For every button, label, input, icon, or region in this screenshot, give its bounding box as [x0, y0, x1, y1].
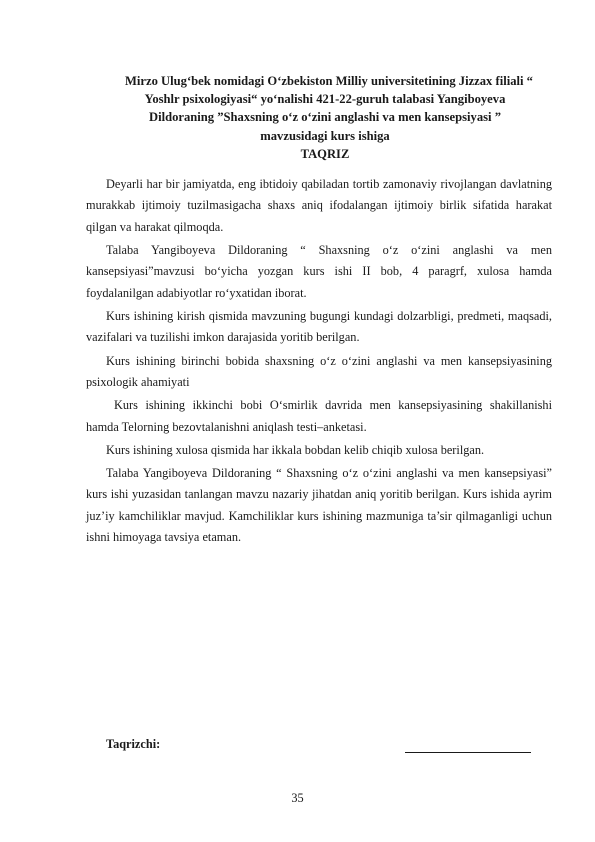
signature-line: [405, 752, 531, 753]
paragraph-introduction-part: Kurs ishining kirish qismida mavzuning bugungi kundagi dolzarbligi, predmeti, maqsadi, vazifalari va tuzilishi imkon darajasida yoritib berilgan.: [86, 309, 552, 345]
heading-line-institution: Mirzo Ulug‘bek nomidagi O‘zbekiston Milliy universitetining Jizzax filiali “: [125, 74, 533, 88]
paragraph-conclusion-part: Kurs ishining xulosa qismida har ikkala bobdan kelib chiqib xulosa berilgan.: [106, 442, 485, 457]
heading-line-topic: Dildoraning ”Shaxsning o‘z o‘zini anglashi va men kansepsiyasi ”: [148, 110, 501, 125]
heading-line-title: TAQRIZ: [300, 146, 350, 161]
paragraph-evaluation: Talaba Yangiboyeva Dildoraning “ Shaxsning o‘z o‘zini anglashi va men kansepsiyasi” kurs ishi yuzasidan tanlangan mavzu nazariy jihatdan aniq yoritib berilgan. Kurs ishida ayrim juz’iy kamchiliklar mavjud. Kamchiliklar kurs ishining mazmuniga ta’sir qilmaganligi uchun ishni himoyaga tavsiya etaman.: [86, 466, 552, 545]
paragraph-chapter-one: Kurs ishining birinchi bobida shaxsning o‘z o‘zini anglashi va men kansepsiyasining psixologik ahamiyati: [86, 353, 552, 390]
paragraph-structure: Talaba Yangiboyeva Dildoraning “ Shaxsning o‘z o‘zini anglashi va men kansepsiyasi”mavzusi bo‘yicha yozgan kurs ishi II bob, 4 paragrf, xulosa hamda foydalanilgan adabiyotlar ro‘yxatidan iborat.: [86, 243, 552, 300]
paragraph-intro: Deyarli har bir jamiyatda, eng ibtidoiy qabiladan tortib zamonaviy rivojlangan davlatning murakkab ijtimoiy tuzilmasigacha shaxs aniq ifodalangan ijtimoiy birlik sifatida harakat qilgan va harakat qilmoqda.: [86, 177, 552, 234]
heading-line-student: Yoshlr psixologiyasi“ yo‘nalishi 421-22-guruh talabasi Yangiboyeva: [144, 92, 506, 107]
page-number: 35: [291, 791, 304, 805]
reviewer-label: Taqrizchi:: [106, 737, 161, 751]
heading-line-subject: mavzusidagi kurs ishiga: [260, 128, 390, 143]
paragraph-chapter-two: Kurs ishining ikkinchi bobi O‘smirlik davrida men kansepsiyasining shakillanishi hamda Telorning bezovtalanishni aniqlash testi–anketasi.: [86, 398, 552, 434]
review-body: [86, 174, 552, 549]
document-heading: [80, 72, 570, 163]
